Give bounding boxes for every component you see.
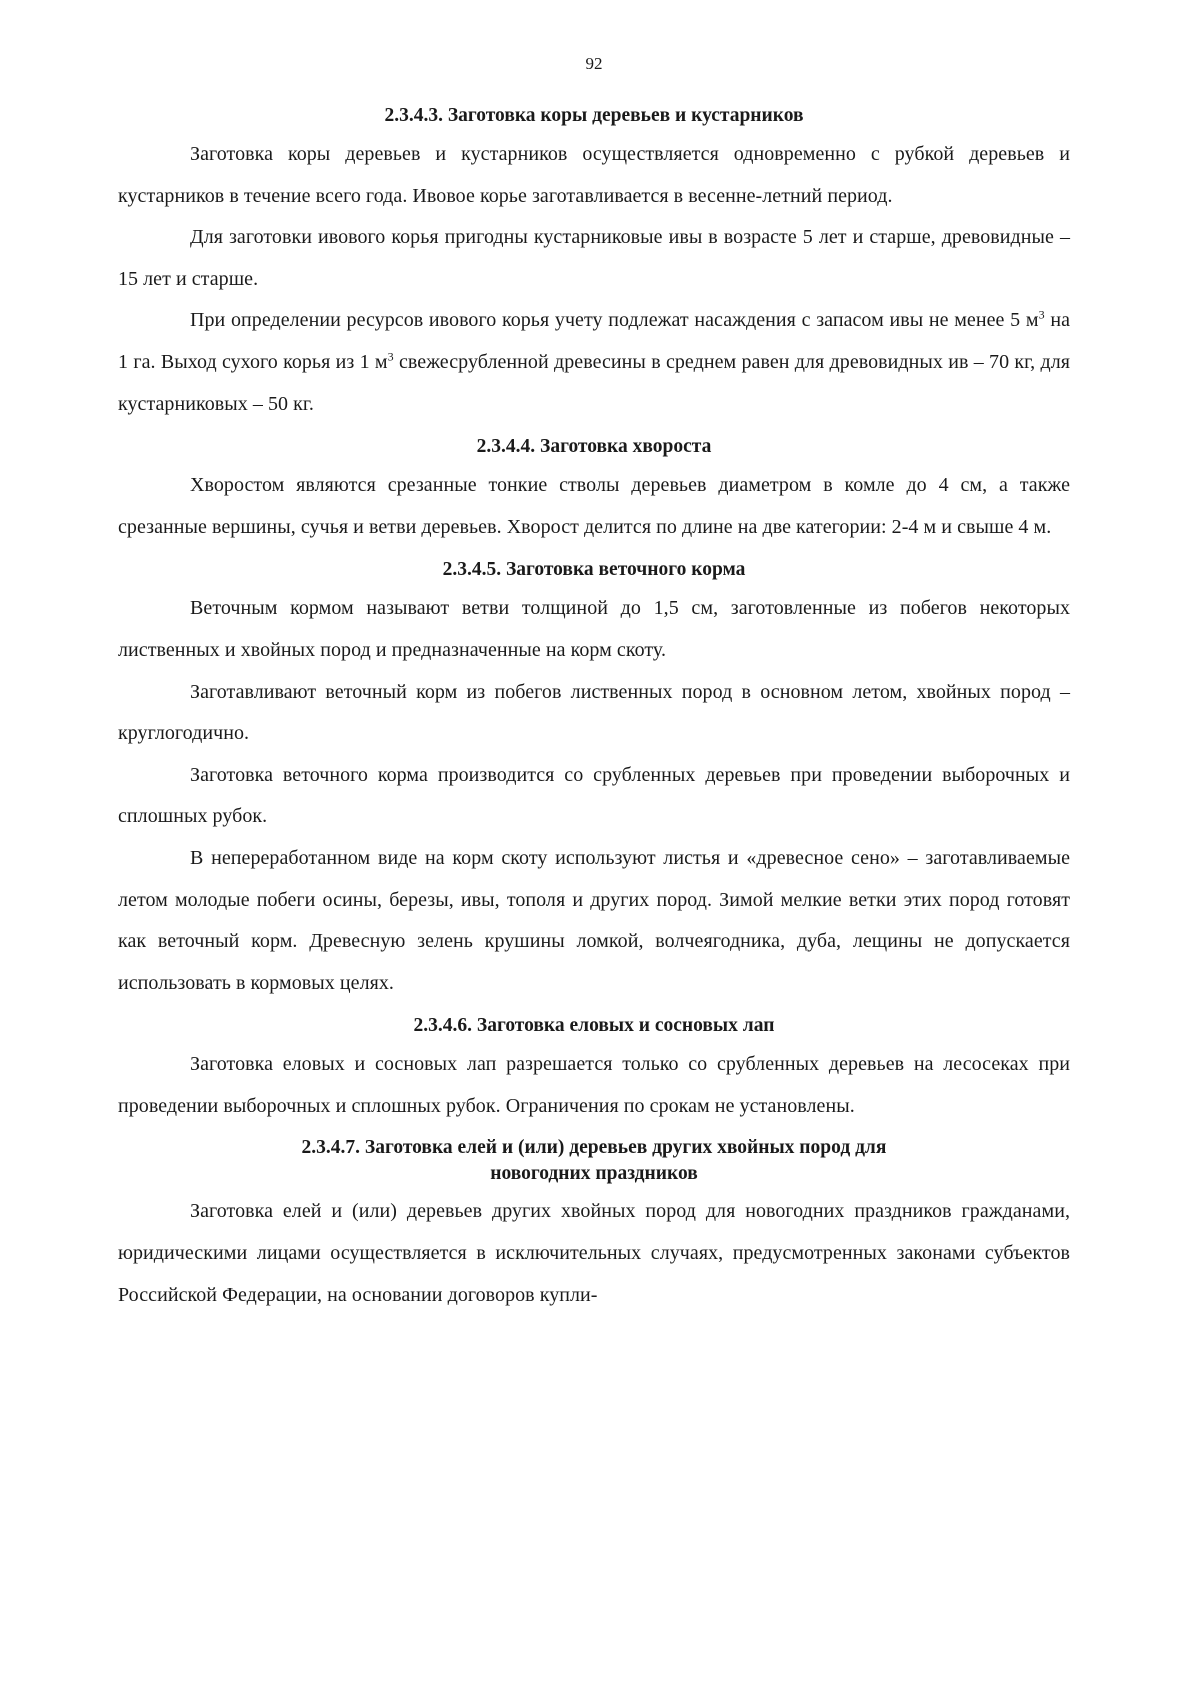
heading-line: 2.3.4.5. Заготовка веточного корма [442, 559, 746, 581]
section-heading [118, 556, 1070, 584]
superscript: 3 [1038, 307, 1045, 322]
paragraph-text: При определении ресурсов ивового корья учету подлежат насаждения с запасом ивы не менее 5 м [190, 309, 1039, 332]
paragraph [118, 588, 1070, 671]
section-2-3-4-7 [118, 1135, 1070, 1316]
paragraph [118, 300, 1070, 425]
section-heading [118, 102, 1070, 130]
heading-line: 2.3.4.4. Заготовка хвороста [476, 436, 712, 458]
paragraph [118, 465, 1070, 548]
paragraph-text: Заготовка еловых и сосновых лап разрешается только со срубленных деревьев на лесосеках при проведении выборочных и сплошных рубок. Ограничения по срокам не установлены. [118, 1053, 1070, 1117]
superscript: 3 [387, 349, 394, 364]
paragraph [118, 134, 1070, 217]
paragraph-text: Заготовка елей и (или) деревьев других хвойных пород для новогодних праздников гражданами, юридическими лицами осуществляется в исключительных случаях, предусмотренных законами субъектов Российской Федерации, на основании договоров купли- [118, 1200, 1070, 1306]
paragraph [118, 217, 1070, 300]
heading-line: новогодних праздников [490, 1163, 698, 1185]
paragraph-text: Заготовка коры деревьев и кустарников осуществляется одновременно с рубкой деревьев и кустарников в течение всего года. Ивовое корье заготавливается в весенне-летний период. [118, 143, 1070, 207]
paragraph-text: В непереработанном виде на корм скоту используют листья и «древесное сено» – заготавливаемые летом молодые побеги осины, березы, ивы, тополя и других пород. Зимой мелкие ветки этих пород готовят как веточный корм. Древесную зелень крушины ломкой, волчеягодника, дуба, лещины не допускается использовать в кормовых целях. [118, 846, 1070, 994]
paragraph-text: Хворостом являются срезанные тонкие стволы деревьев диаметром в комле до 4 см, а также срезанные вершины, сучья и ветви деревьев. Хворост делится по длине на две категории: 2-4 м и свыше 4 м. [118, 474, 1070, 538]
paragraph-text: Заготавливают веточный корм из побегов лиственных пород в основном летом, хвойных пород – круглогодично. [118, 680, 1070, 745]
section-heading [118, 1135, 1070, 1187]
heading-line: 2.3.4.7. Заготовка елей и (или) деревьев других хвойных пород для [301, 1137, 887, 1159]
paragraph [118, 755, 1070, 838]
paragraph-text: свежесрубленной древесины в среднем равен для древовидных ив – 70 кг, для кустарниковых – 50 кг. [118, 350, 1070, 415]
page-number: 92 [585, 54, 603, 73]
section-2-3-4-3 [118, 102, 1070, 425]
paragraph [118, 838, 1070, 1004]
paragraph-text: на 1 га. Выход сухого корья из 1 м [118, 309, 1070, 373]
heading-line: 2.3.4.3. Заготовка коры деревьев и кустарников [384, 105, 804, 126]
paragraph [118, 672, 1070, 755]
paragraph-text: Для заготовки ивового корья пригодны кустарниковые ивы в возрасте 5 лет и старше, древовидные – 15 лет и старше. [118, 226, 1070, 290]
section-2-3-4-6 [118, 1012, 1070, 1127]
paragraph-text: Заготовка веточного корма производится со срубленных деревьев при проведении выборочных и сплошных рубок. [118, 763, 1070, 828]
section-heading [118, 433, 1070, 461]
section-heading [118, 1012, 1070, 1040]
heading-line: 2.3.4.6. Заготовка еловых и сосновых лап [413, 1015, 775, 1037]
paragraph-text: Веточным кормом называют ветви толщиной до 1,5 см, заготовленные из побегов некоторых лиственных и хвойных пород и предназначенные на корм скоту. [118, 597, 1070, 661]
paragraph [118, 1044, 1070, 1127]
document-page [118, 52, 1070, 1324]
section-2-3-4-5 [118, 556, 1070, 1004]
paragraph [118, 1191, 1070, 1316]
section-2-3-4-4 [118, 433, 1070, 548]
